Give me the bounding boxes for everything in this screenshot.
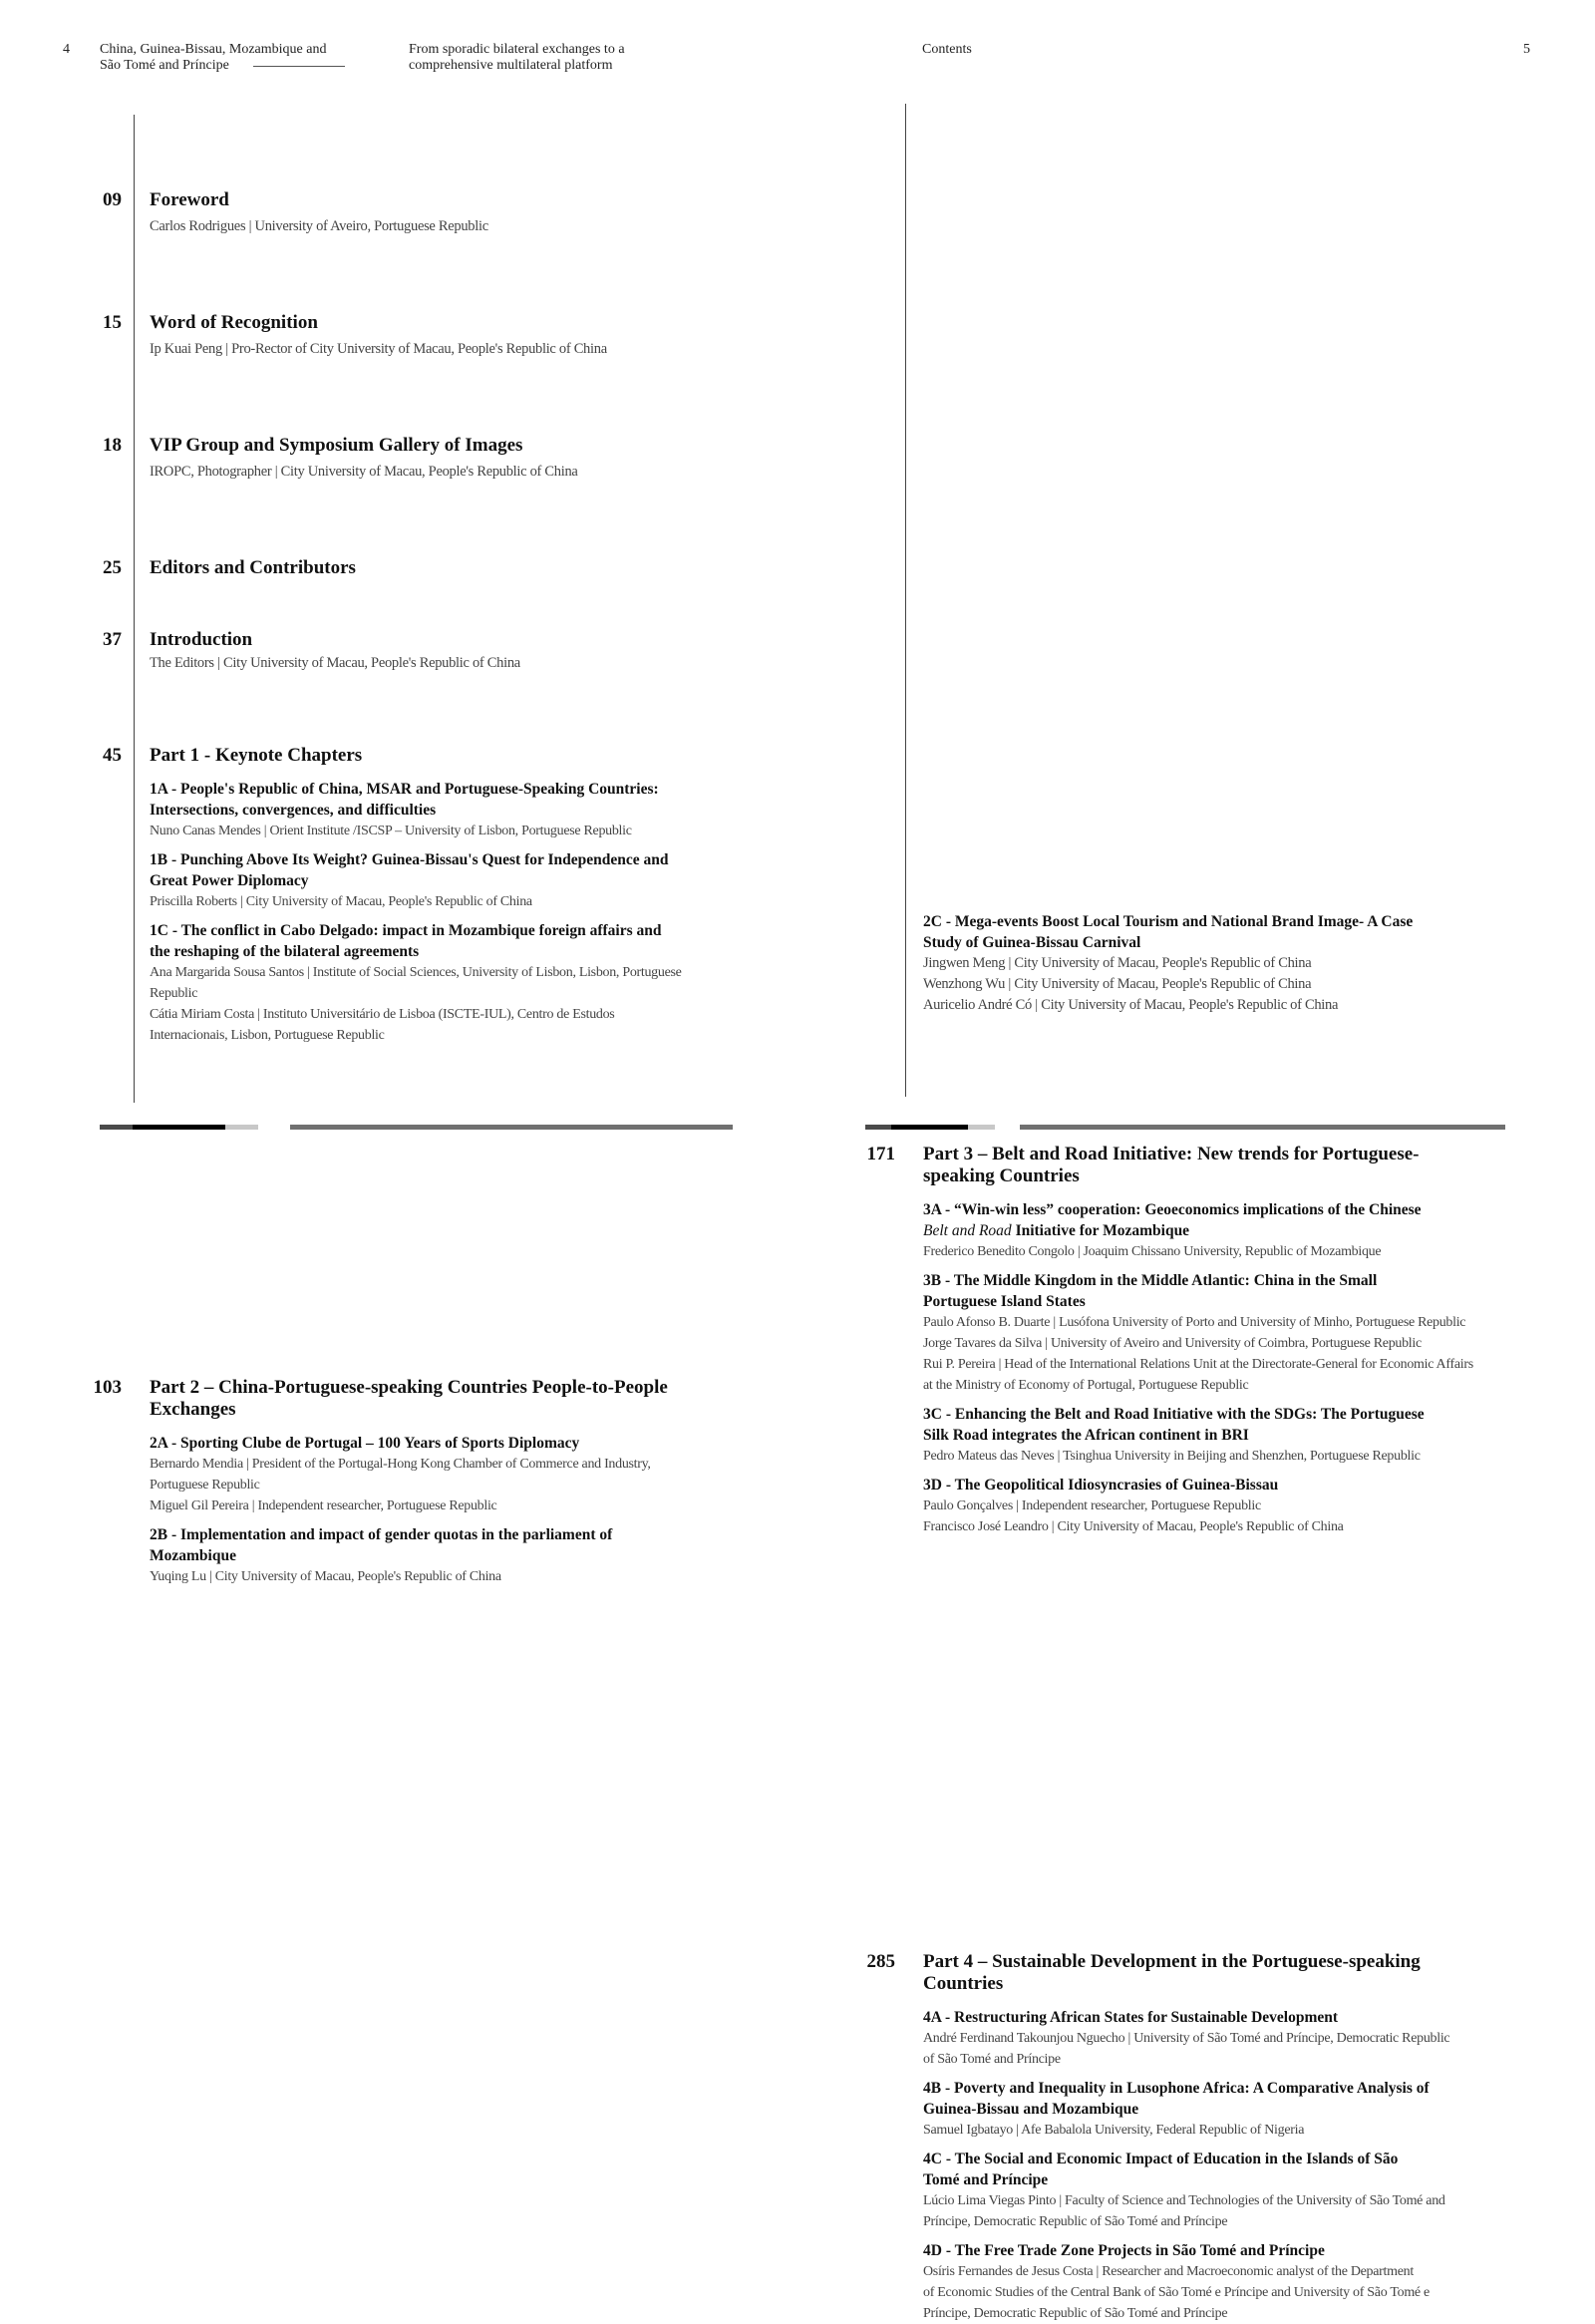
- chapter-title-line: 1C - The conflict in Cabo Delgado: impact in Mozambique foreign affairs and: [150, 922, 662, 939]
- footer-bar-segment: [865, 1125, 891, 1130]
- toc-entry-authors: [150, 462, 1595, 483]
- chapter-title-line: 2C - Mega-events Boost Local Tourism and National Brand Image- A Case: [923, 913, 1414, 930]
- author-line: Bernardo Mendia | President of the Portugal-Hong Kong Chamber of Commerce and Industry,: [150, 1457, 651, 1472]
- chapter-title-line: the reshaping of the bilateral agreements: [150, 943, 420, 960]
- chapter-title: [923, 2078, 1521, 2120]
- author-line: Ana Margarida Sousa Santos | Institute of Social Sciences, University of Lisbon, Lisbon, Portuguese: [150, 965, 682, 980]
- author-line: Yuqing Lu | City University of Macau, People's Republic of China: [150, 1569, 501, 1584]
- chapter-title-line: Guinea-Bissau and Mozambique: [923, 2101, 1139, 2118]
- author-line: of Economic Studies of the Central Bank of São Tomé e Príncipe and University of São Tomé e: [923, 2285, 1430, 2300]
- toc-entry-title-line: speaking Countries: [923, 1165, 1080, 1186]
- chapter-title-line: 1A - People's Republic of China, MSAR and Portuguese-Speaking Countries:: [150, 781, 659, 798]
- chapter-title-line: 4D - The Free Trade Zone Projects in São Tomé and Príncipe: [923, 2242, 1325, 2259]
- author-line: Francisco José Leandro | City University of Macau, People's Republic of China: [923, 1519, 1344, 1534]
- author-line: Paulo Afonso B. Duarte | Lusófona University of Porto and University of Minho, Portuguese Republic: [923, 1315, 1466, 1330]
- chapter-title: [923, 1270, 1521, 1312]
- author-line: Ip Kuai Peng | Pro-Rector of City University of Macau, People's Republic of China: [150, 341, 607, 357]
- chapter-title-line: 2B - Implementation and impact of gender quotas in the parliament of: [150, 1526, 613, 1543]
- chapter-title-italic: Belt and Road: [923, 1222, 1012, 1239]
- running-head-subtitle-line: comprehensive multilateral platform: [409, 58, 613, 73]
- chapter-title: [150, 1433, 750, 1454]
- chapter-title-line: Study of Guinea-Bissau Carnival: [923, 934, 1141, 951]
- toc-chapter[interactable]: [923, 2007, 1521, 2070]
- author-line: Auricelio André Có | City University of Macau, People's Republic of China: [923, 997, 1339, 1013]
- chapter-title-line: [923, 1220, 1521, 1241]
- toc-chapter[interactable]: [923, 2240, 1521, 2324]
- footer-bar-segment: [225, 1125, 258, 1130]
- author-line: IROPC, Photographer | City University of Macau, People's Republic of China: [150, 464, 578, 480]
- toc-entry-title: Part 1 - Keynote Chapters: [150, 745, 363, 766]
- toc-entry-title: [923, 1951, 1521, 1995]
- chapter-title-line: Portuguese Island States: [923, 1293, 1086, 1310]
- toc-entry-authors: [150, 216, 1595, 237]
- author-line: Príncipe, Democratic Republic of São Tomé and Príncipe: [923, 2214, 1228, 2229]
- toc-chapter[interactable]: [923, 911, 1521, 1016]
- toc-entry-page: 09: [103, 189, 122, 210]
- author-line: Nuno Canas Mendes | Orient Institute /ISCSP – University of Lisbon, Portuguese Republic: [150, 824, 632, 838]
- chapter-title: [150, 779, 750, 821]
- running-head-contents: Contents: [922, 42, 972, 57]
- running-head-subtitle: [409, 42, 625, 74]
- toc-chapter[interactable]: [923, 2149, 1521, 2232]
- chapter-title: [923, 1404, 1521, 1446]
- author-line: André Ferdinand Takounjou Nguecho | University of São Tomé and Príncipe, Democratic Republic: [923, 2031, 1450, 2046]
- running-head-rule: [253, 66, 345, 67]
- author-line: Rui P. Pereira | Head of the International Relations Unit at the Directorate-General for Economic Affairs: [923, 1357, 1473, 1372]
- vertical-rule-right: [905, 104, 906, 1097]
- author-line: Internacionais, Lisbon, Portuguese Republic: [150, 1028, 385, 1043]
- author-line: Príncipe, Democratic Republic of São Tomé and Príncipe: [923, 2306, 1228, 2321]
- toc-entry[interactable]: [72, 189, 1595, 237]
- toc-entry-title: Word of Recognition: [150, 312, 318, 333]
- toc-entry-page: 103: [93, 1377, 122, 1398]
- toc-entry-title-line: Part 4 – Sustainable Development in the Portuguese-speaking: [923, 1951, 1421, 1972]
- toc-chapter[interactable]: [923, 1199, 1521, 1262]
- author-line: at the Ministry of Economy of Portugal, Portuguese Republic: [923, 1378, 1249, 1393]
- toc-entry-title-line: Part 3 – Belt and Road Initiative: New trends for Portuguese-: [923, 1144, 1420, 1164]
- toc-chapter[interactable]: [150, 1524, 750, 1587]
- chapter-title: [923, 2007, 1521, 2028]
- toc-entry-authors: [150, 339, 1595, 360]
- toc-chapter[interactable]: [150, 779, 750, 841]
- toc-entry-title: Introduction: [150, 629, 253, 650]
- footer-bar-long: [1020, 1125, 1505, 1130]
- toc-entry-page: 18: [103, 435, 122, 456]
- author-line: Jorge Tavares da Silva | University of Aveiro and University of Coimbra, Portuguese Republic: [923, 1336, 1422, 1351]
- author-line: Jingwen Meng | City University of Macau, People's Republic of China: [923, 955, 1312, 971]
- author-line: Republic: [150, 986, 198, 1001]
- author-line: Portuguese Republic: [150, 1478, 260, 1493]
- toc-entry-page: 37: [103, 629, 122, 650]
- toc-entry-title: Editors and Contributors: [150, 557, 356, 578]
- chapter-title-line: Great Power Diplomacy: [150, 872, 309, 889]
- author-line: The Editors | City University of Macau, People's Republic of China: [150, 655, 520, 671]
- author-line: Cátia Miriam Costa | Instituto Universitário de Lisboa (ISCTE-IUL), Centro de Estudos: [150, 1007, 615, 1022]
- chapter-title-line: 1B - Punching Above Its Weight? Guinea-Bissau's Quest for Independence and: [150, 851, 669, 868]
- footer-bar-segment: [891, 1125, 968, 1130]
- footer-bar-segment: [133, 1125, 225, 1130]
- running-head-subtitle-line: From sporadic bilateral exchanges to a: [409, 42, 625, 57]
- toc-entry-page: 285: [866, 1951, 895, 1972]
- author-line: Pedro Mateus das Neves | Tsinghua University in Beijing and Shenzhen, Portuguese Republic: [923, 1449, 1421, 1464]
- toc-entry-title-line: Exchanges: [150, 1399, 236, 1420]
- toc-entry[interactable]: [72, 435, 1595, 483]
- toc-entry-title: [150, 1377, 750, 1421]
- toc-entry-page: 171: [866, 1144, 895, 1164]
- chapter-title: [923, 2240, 1521, 2261]
- toc-chapter[interactable]: [923, 1404, 1521, 1467]
- chapter-title-line: 4C - The Social and Economic Impact of Education in the Islands of São: [923, 2151, 1399, 2167]
- author-line: Samuel Igbatayo | Afe Babalola University, Federal Republic of Nigeria: [923, 2123, 1305, 2138]
- chapter-title-line: Tomé and Príncipe: [923, 2171, 1049, 2188]
- toc-chapter[interactable]: [923, 2078, 1521, 2141]
- author-line: Paulo Gonçalves | Independent researcher, Portuguese Republic: [923, 1498, 1261, 1513]
- chapter-title-line: 4B - Poverty and Inequality in Lusophone Africa: A Comparative Analysis of: [923, 2080, 1430, 2097]
- toc-entry-title: VIP Group and Symposium Gallery of Images: [150, 435, 523, 456]
- author-line: Lúcio Lima Viegas Pinto | Faculty of Science and Technologies of the University of São Tomé and: [923, 2193, 1445, 2208]
- toc-entry-page: 45: [103, 745, 122, 766]
- toc-part-2[interactable]: [72, 1377, 750, 1587]
- toc-entry-authors: [150, 653, 1595, 674]
- footer-bar-segment: [100, 1125, 133, 1130]
- toc-entry-title-line: Countries: [923, 1973, 1004, 1994]
- footer-bar-segment: [968, 1125, 995, 1130]
- running-head-book-title: [100, 42, 326, 74]
- toc-chapter[interactable]: [923, 1475, 1521, 1537]
- author-line: Priscilla Roberts | City University of Macau, People's Republic of China: [150, 894, 532, 909]
- chapter-title: [923, 1475, 1521, 1495]
- toc-entry-title: Foreword: [150, 189, 229, 210]
- chapter-title-rest: Initiative for Mozambique: [1011, 1222, 1190, 1239]
- toc-chapter[interactable]: [150, 920, 750, 1046]
- toc-entry[interactable]: [72, 312, 1595, 360]
- chapter-title: [150, 1524, 750, 1566]
- chapter-title-line: 3B - The Middle Kingdom in the Middle Atlantic: China in the Small: [923, 1272, 1378, 1289]
- chapter-title-line: Mozambique: [150, 1547, 236, 1564]
- chapter-title: [923, 1199, 1521, 1241]
- toc-chapter[interactable]: [150, 849, 750, 912]
- author-line: Frederico Benedito Congolo | Joaquim Chissano University, Republic of Mozambique: [923, 1244, 1382, 1259]
- toc-entry-title: [923, 1144, 1521, 1187]
- toc-entry[interactable]: [72, 629, 1595, 674]
- toc-chapter[interactable]: [150, 1433, 750, 1516]
- toc-part-3[interactable]: [843, 1144, 1521, 1537]
- running-head-book-title-line: São Tomé and Príncipe: [100, 58, 229, 73]
- page-number-left: 4: [63, 42, 70, 57]
- chapter-title-line: 2A - Sporting Clube de Portugal – 100 Years of Sports Diplomacy: [150, 1435, 580, 1452]
- toc-chapter[interactable]: [923, 1270, 1521, 1396]
- chapter-title: [923, 2149, 1521, 2190]
- toc-entry-page: 15: [103, 312, 122, 333]
- chapter-title-line: Intersections, convergences, and difficulties: [150, 802, 437, 819]
- footer-bar-long: [290, 1125, 733, 1130]
- author-line: Wenzhong Wu | City University of Macau, People's Republic of China: [923, 976, 1312, 992]
- toc-part-1[interactable]: [72, 745, 750, 1046]
- author-line: Osíris Fernandes de Jesus Costa | Researcher and Macroeconomic analyst of the Department: [923, 2264, 1414, 2279]
- running-head-book-title-line: China, Guinea-Bissau, Mozambique and: [100, 42, 327, 57]
- author-line: Miguel Gil Pereira | Independent researcher, Portuguese Republic: [150, 1498, 497, 1513]
- page-number-right: 5: [1523, 42, 1530, 57]
- chapter-title-line: 3A - “Win-win less” cooperation: Geoeconomics implications of the Chinese: [923, 1201, 1422, 1218]
- chapter-title-line: 4A - Restructuring African States for Sustainable Development: [923, 2009, 1339, 2026]
- toc-entry-title-line: Part 2 – China-Portuguese-speaking Countries People-to-People: [150, 1377, 668, 1398]
- chapter-title: [923, 911, 1521, 953]
- author-line: of São Tomé and Príncipe: [923, 2052, 1061, 2067]
- chapter-title-line: 3C - Enhancing the Belt and Road Initiative with the SDGs: The Portuguese: [923, 1406, 1425, 1423]
- chapter-title: [150, 920, 750, 962]
- author-line: Carlos Rodrigues | University of Aveiro, Portuguese Republic: [150, 218, 488, 234]
- chapter-title-line: Silk Road integrates the African continent in BRI: [923, 1427, 1249, 1444]
- chapter-title: [150, 849, 750, 891]
- toc-entry-page: 25: [103, 557, 122, 578]
- chapter-title-line: 3D - The Geopolitical Idiosyncrasies of Guinea-Bissau: [923, 1477, 1279, 1494]
- toc-entry[interactable]: [72, 557, 1595, 579]
- toc-part-4[interactable]: [843, 1951, 1521, 2324]
